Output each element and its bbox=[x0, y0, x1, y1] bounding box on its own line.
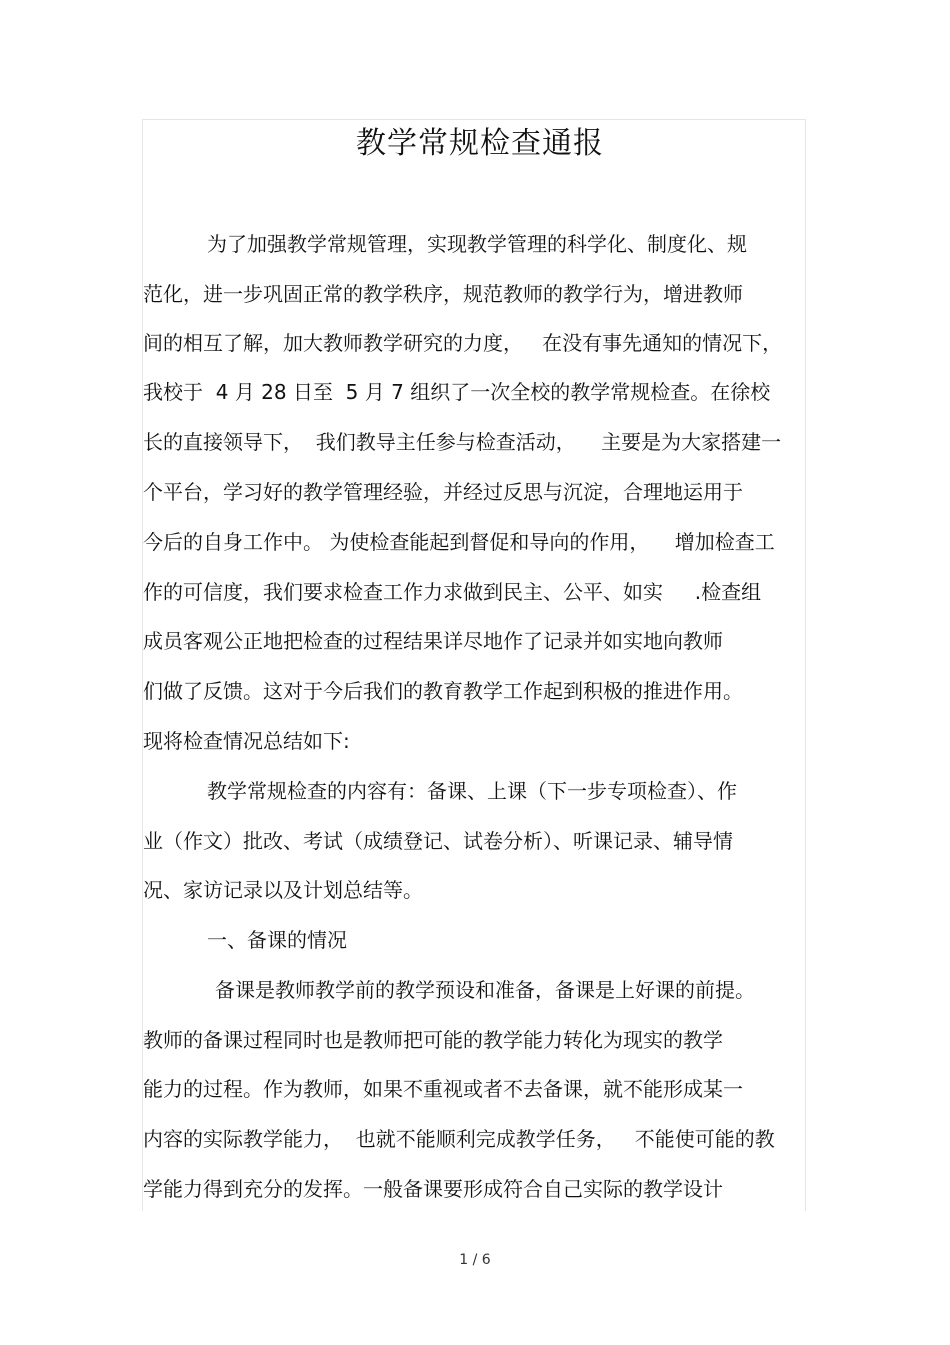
section-heading: 一、备课的情况 bbox=[207, 928, 347, 952]
body-line-9: 成员客观公正地把检查的过程结果详尽地作了记录并如实地向教师 bbox=[143, 629, 723, 653]
body-line-1: 为了加强教学常规管理，实现教学管理的科学化、制度化、规 bbox=[207, 232, 747, 256]
body-line-3: 间的相互了解，加大教师教学研究的力度， 在没有事先通知的情况下， bbox=[143, 331, 783, 355]
body-line-19: 内容的实际教学能力， 也就不能顺利完成教学任务， 不能使可能的教 bbox=[143, 1127, 775, 1151]
body-line-20: 学能力得到充分的发挥。一般备课要形成符合自己实际的教学设计 bbox=[143, 1177, 723, 1201]
page-number: 1 / 6 bbox=[459, 1252, 491, 1268]
body-line-7: 今后的自身工作中。 为使检查能起到督促和导向的作用， 增加检查工 bbox=[143, 530, 775, 554]
body-line-14: 况、家访记录以及计划总结等。 bbox=[143, 878, 423, 902]
body-line-10: 们做了反馈。这对于今后我们的教育教学工作起到积极的推进作用。 bbox=[143, 679, 743, 703]
document-title: 教学常规检查通报 bbox=[356, 126, 604, 161]
body-line-4: 我校于 4 月 28 日至 5 月 7 组织了一次全校的教学常规检查。在徐校 bbox=[143, 380, 771, 404]
body-line-17: 教师的备课过程同时也是教师把可能的教学能力转化为现实的教学 bbox=[143, 1028, 723, 1052]
body-line-12: 教学常规检查的内容有：备课、上课（下一步专项检查）、作 bbox=[207, 779, 737, 803]
body-line-11: 现将检查情况总结如下: bbox=[143, 729, 350, 753]
body-line-6: 个平台，学习好的教学管理经验，并经过反思与沉淀，合理地运用于 bbox=[143, 480, 743, 504]
body-line-16: 备课是教师教学前的教学预设和准备，备课是上好课的前提。 bbox=[215, 978, 755, 1002]
body-line-5: 长的直接领导下， 我们教导主任参与检查活动， 主要是为大家搭建一 bbox=[143, 430, 782, 454]
body-line-18: 能力的过程。作为教师，如果不重视或者不去备课，就不能形成某一 bbox=[143, 1077, 743, 1101]
body-line-13: 业（作文）批改、考试（成绩登记、试卷分析）、听课记录、辅导情 bbox=[143, 829, 733, 853]
body-line-8: 作的可信度，我们要求检查工作力求做到民主、公平、如实 .检查组 bbox=[143, 580, 762, 604]
body-line-2: 范化，进一步巩固正常的教学秩序，规范教师的教学行为，增进教师 bbox=[143, 282, 743, 306]
